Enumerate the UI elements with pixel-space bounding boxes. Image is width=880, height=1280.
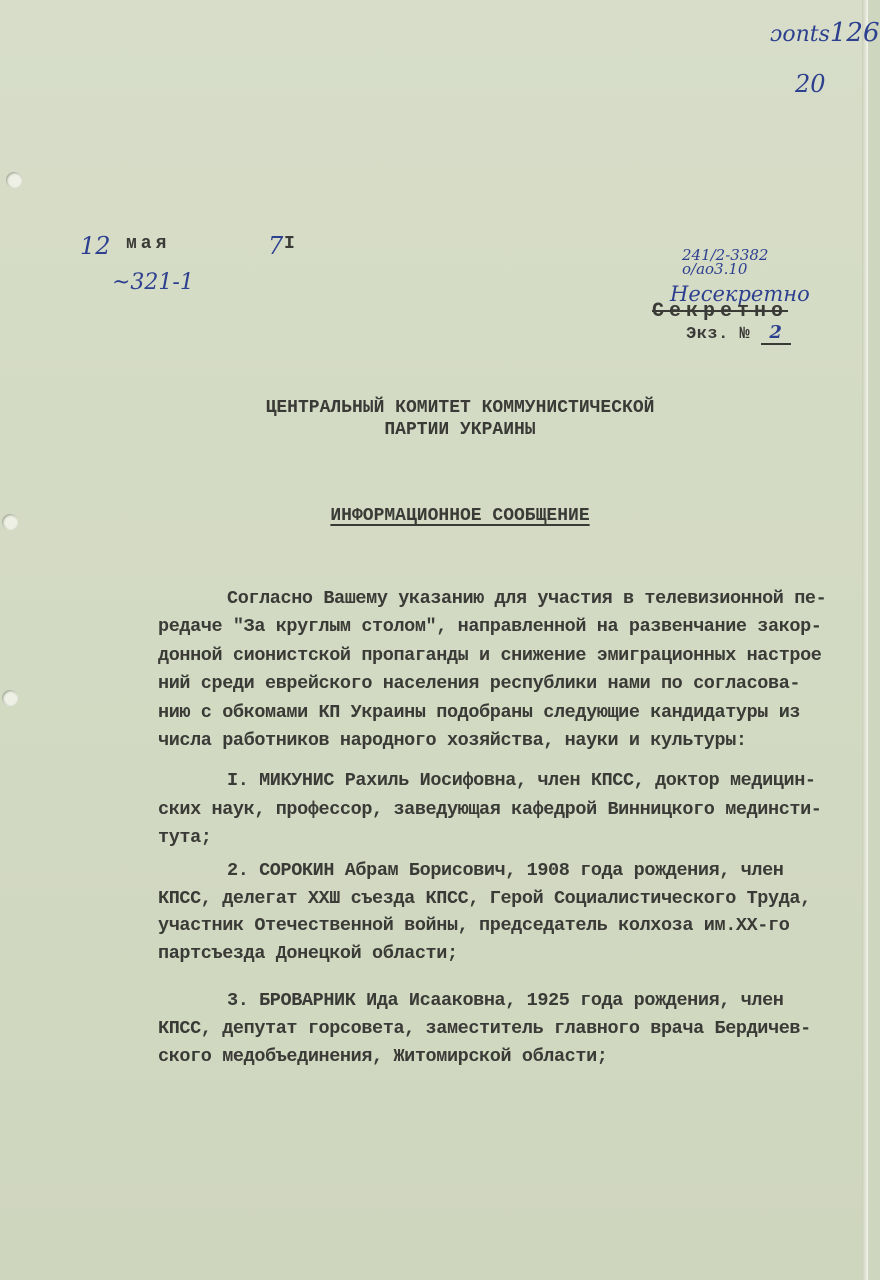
archive-page-number: 20 xyxy=(795,70,826,98)
intro-line: ний среди еврейского населения республики нами по согласова- xyxy=(158,673,801,694)
candidate-item-line: 3. БРОВАРНИК Ида Исааковна, 1925 года рождения, член xyxy=(227,990,784,1011)
intro-line: донной сионистской пропаганды и снижение эмиграционных настрое xyxy=(158,645,822,666)
date-year-typed: I xyxy=(284,234,296,254)
addressee-line-1: ЦЕНТРАЛЬНЫЙ КОМИТЕТ КОММУНИСТИЧЕСКОЙ xyxy=(265,398,655,418)
addressee-line-2: ПАРТИИ УКРАИНЫ xyxy=(384,420,536,440)
archive-scribble: ɔonts126 xyxy=(770,18,880,48)
date-year-handwritten: 7 xyxy=(268,232,284,260)
candidate-item-line: ских наук, профессор, заведующая кафедрой Винницкого мединсти- xyxy=(158,799,822,820)
candidate-item-line: участник Отечественной войны, председатель колхоза им.XX-го xyxy=(158,915,790,936)
date-month: мая xyxy=(126,234,171,254)
candidate-item-line: 2. СОРОКИН Абрам Борисович, 1908 года рождения, член xyxy=(227,860,784,881)
candidate-item-line: КПСС, депутат горсовета, заместитель главного врача Бердичев- xyxy=(158,1018,811,1039)
candidate-item-line: ского медобъединения, Житомирской области; xyxy=(158,1046,608,1067)
candidate-item-line: I. МИКУНИС Рахиль Иосифовна, член КПСС, доктор медицин- xyxy=(227,770,816,791)
punch-hole xyxy=(2,690,18,706)
candidate-item-line: КПСС, делегат XXШ съезда КПСС, Герой Социалистического Труда, xyxy=(158,888,811,909)
candidate-item-line: партсъезда Донецкой области; xyxy=(158,943,458,964)
intro-line: нию с обкомами КП Украины подобраны следующие кандидатуры из xyxy=(158,702,801,723)
copy-number: 2 xyxy=(761,322,791,345)
document-title: ИНФОРМАЦИОННОЕ СООБЩЕНИЕ xyxy=(330,506,590,526)
date-day: 12 xyxy=(80,232,111,260)
declassification-note: Несекретно xyxy=(670,282,810,306)
page-edge xyxy=(862,0,868,1280)
intro-line: редаче "За круглым столом", направленной на развенчание закор- xyxy=(158,616,822,637)
punch-hole xyxy=(2,514,18,530)
candidate-item-line: тута; xyxy=(158,827,212,848)
classification-stamp: Секретно xyxy=(652,300,789,323)
registration-number: ~321-1 xyxy=(112,270,194,295)
archive-stamp-note: 241/2-3382 o/ao3.10 xyxy=(682,246,769,278)
intro-line: Согласно Вашему указанию для участия в телевизионной пе- xyxy=(227,588,827,609)
punch-hole xyxy=(6,172,22,188)
copy-number-label: Экз. № 2 xyxy=(686,322,791,345)
intro-line: числа работников народного хозяйства, науки и культуры: xyxy=(158,730,747,751)
